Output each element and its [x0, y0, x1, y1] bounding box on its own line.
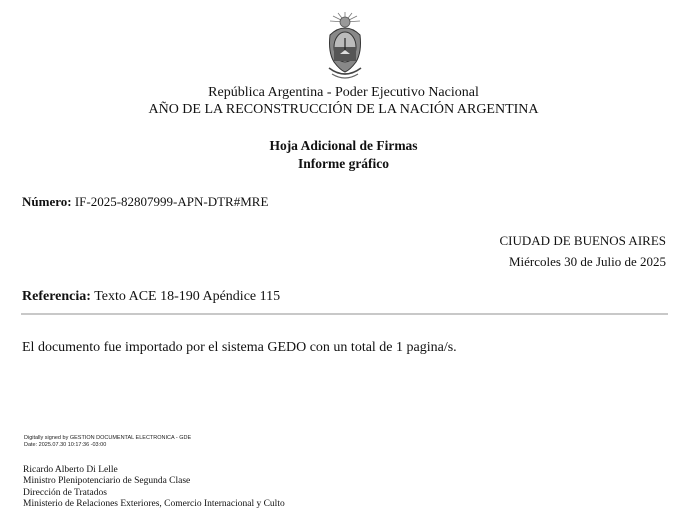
signer-name: Ricardo Alberto Di Lelle	[23, 465, 118, 475]
digital-signature-signed-by: Digitally signed by GESTION DOCUMENTAL ELECTRONICA - GDE	[24, 435, 192, 441]
signer-ministry: Ministerio de Relaciones Exteriores, Comercio Internacional y Culto	[23, 498, 285, 509]
date: Miércoles 30 de Julio de 2025	[508, 254, 666, 269]
document-number	[22, 194, 268, 210]
divider	[21, 313, 668, 315]
signer-block	[23, 465, 285, 510]
city: CIUDAD DE BUENOS AIRES	[499, 233, 666, 248]
document-subtitle: Informe gráfico	[297, 156, 390, 171]
header-year-motto: AÑO DE LA RECONSTRUCCIÓN DE LA NACIÓN ARGENTINA	[148, 102, 539, 117]
signer-role: Ministro Plenipotenciario de Segunda Clase	[23, 476, 191, 487]
digital-signature-date: Date: 2025.07.30 10:17:36 -03:00	[24, 441, 107, 448]
coat-of-arms-icon	[320, 10, 370, 82]
body-text: El documento fue importado por el sistema GEDO con un total de 1 pagina/s.	[22, 340, 457, 355]
digital-signature-block	[24, 435, 191, 448]
numero-label: Número:	[22, 194, 72, 209]
reference	[22, 289, 280, 305]
header-republic: República Argentina - Poder Ejecutivo Nacional	[208, 85, 479, 100]
referencia-value: Texto ACE 18-190 Apéndice 115	[94, 289, 281, 304]
signer-department: Dirección de Tratados	[23, 487, 107, 498]
document-title: Hoja Adicional de Firmas	[269, 138, 418, 153]
referencia-label: Referencia:	[22, 289, 91, 304]
numero-value: IF-2025-82807999-APN-DTR#MRE	[74, 194, 269, 209]
